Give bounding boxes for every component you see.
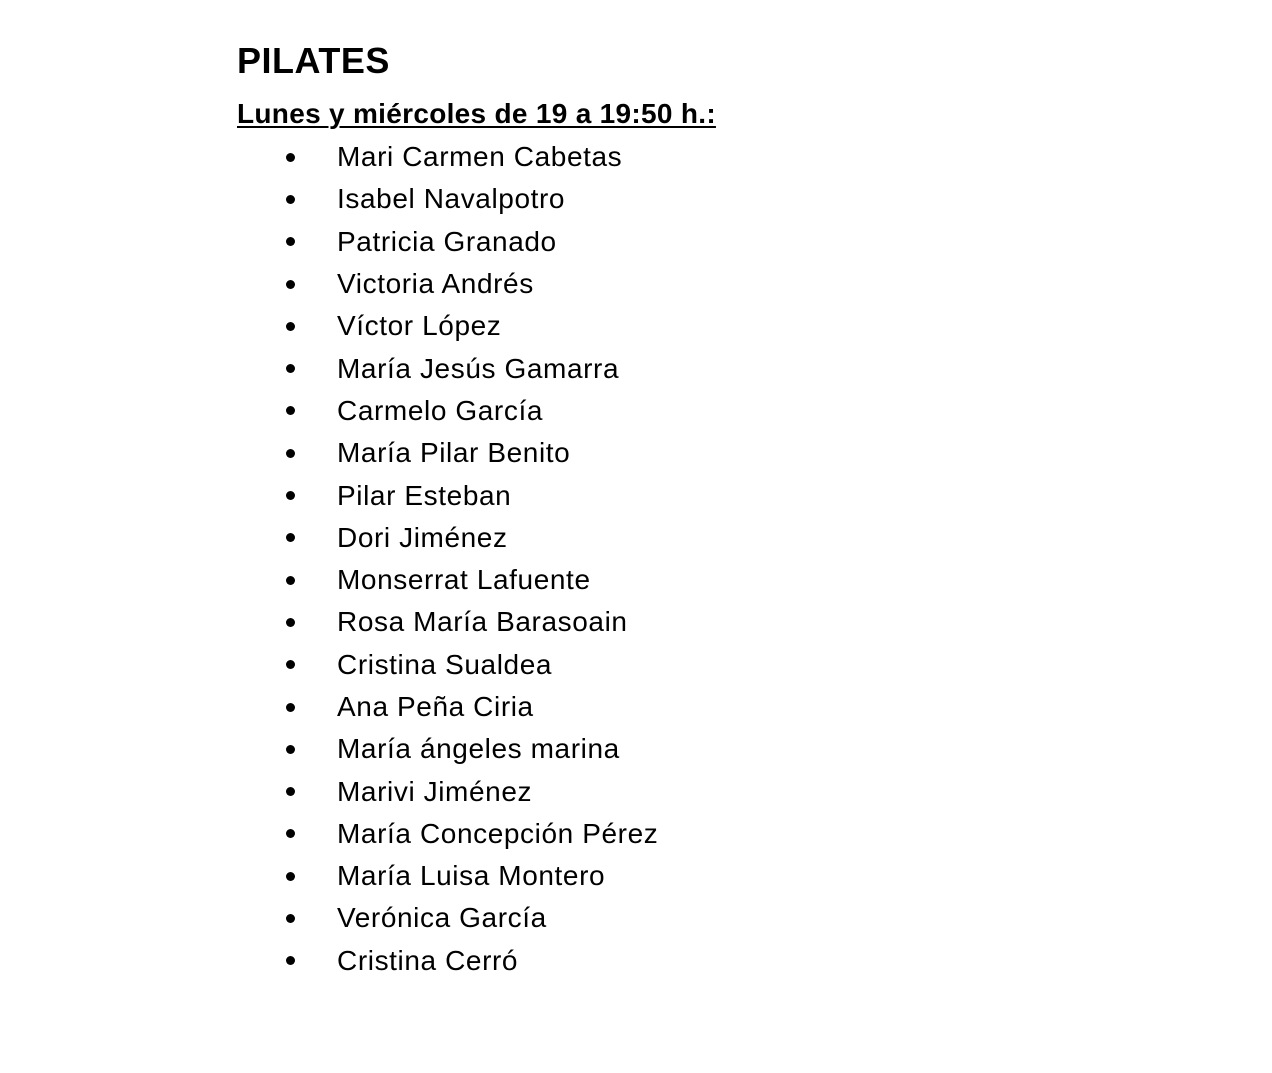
list-item bbox=[237, 263, 1137, 305]
participant-list bbox=[237, 136, 1137, 982]
bullet-icon bbox=[286, 533, 295, 542]
list-item bbox=[237, 601, 1137, 643]
list-item bbox=[237, 517, 1137, 559]
list-item bbox=[237, 813, 1137, 855]
participant-name: Isabel Navalpotro bbox=[337, 183, 566, 215]
participant-name: Marivi Jiménez bbox=[337, 775, 533, 807]
participant-name: Pilar Esteban bbox=[337, 479, 512, 511]
bullet-icon bbox=[286, 406, 295, 415]
list-item bbox=[237, 855, 1137, 897]
list-item bbox=[237, 644, 1137, 686]
list-item bbox=[237, 390, 1137, 432]
bullet-icon bbox=[286, 237, 295, 246]
participant-name: María Pilar Benito bbox=[337, 437, 571, 469]
participant-name: Víctor López bbox=[337, 310, 502, 342]
list-item bbox=[237, 136, 1137, 178]
participant-name: Victoria Andrés bbox=[337, 268, 534, 300]
participant-name: Cristina Sualdea bbox=[337, 648, 553, 680]
document-page bbox=[237, 38, 1137, 982]
bullet-icon bbox=[286, 703, 295, 712]
bullet-icon bbox=[286, 449, 295, 458]
list-item bbox=[237, 728, 1137, 770]
bullet-icon bbox=[286, 322, 295, 331]
participant-name: Dori Jiménez bbox=[337, 521, 508, 553]
participant-name: Mari Carmen Cabetas bbox=[337, 141, 623, 173]
list-item bbox=[237, 178, 1137, 220]
participant-name: Carmelo García bbox=[337, 394, 544, 426]
participant-name: María Luisa Montero bbox=[337, 860, 606, 892]
list-item bbox=[237, 940, 1137, 982]
list-item bbox=[237, 897, 1137, 939]
participant-name: Ana Peña Ciria bbox=[337, 691, 534, 722]
bullet-icon bbox=[286, 872, 295, 881]
bullet-icon bbox=[286, 153, 295, 162]
bullet-icon bbox=[286, 491, 295, 500]
list-item bbox=[237, 686, 1137, 728]
list-item bbox=[237, 305, 1137, 347]
bullet-icon bbox=[286, 618, 295, 627]
participant-name: Verónica García bbox=[337, 902, 547, 934]
list-item bbox=[237, 221, 1137, 263]
bullet-icon bbox=[286, 829, 295, 838]
list-item bbox=[237, 347, 1137, 389]
participant-name: María Jesús Gamarra bbox=[337, 352, 620, 384]
bullet-icon bbox=[286, 787, 295, 796]
bullet-icon bbox=[286, 280, 295, 289]
bullet-icon bbox=[286, 660, 295, 669]
list-item bbox=[237, 474, 1137, 516]
bullet-icon bbox=[286, 576, 295, 585]
participant-name: María Concepción Pérez bbox=[337, 817, 659, 849]
bullet-icon bbox=[286, 364, 295, 373]
participant-name: María ángeles marina bbox=[337, 733, 620, 765]
list-item bbox=[237, 432, 1137, 474]
participant-name: Cristina Cerró bbox=[337, 944, 519, 976]
bullet-icon bbox=[286, 956, 295, 965]
participant-name: Rosa María Barasoain bbox=[337, 606, 628, 638]
participant-name: Monserrat Lafuente bbox=[337, 564, 591, 596]
list-item bbox=[237, 559, 1137, 601]
page-title: PILATES bbox=[237, 40, 390, 81]
bullet-icon bbox=[286, 745, 295, 754]
list-item bbox=[237, 770, 1137, 812]
bullet-icon bbox=[286, 195, 295, 204]
participant-name: Patricia Granado bbox=[337, 225, 557, 257]
bullet-icon bbox=[286, 914, 295, 923]
schedule-heading: Lunes y miércoles de 19 a 19:50 h.: bbox=[237, 98, 716, 129]
